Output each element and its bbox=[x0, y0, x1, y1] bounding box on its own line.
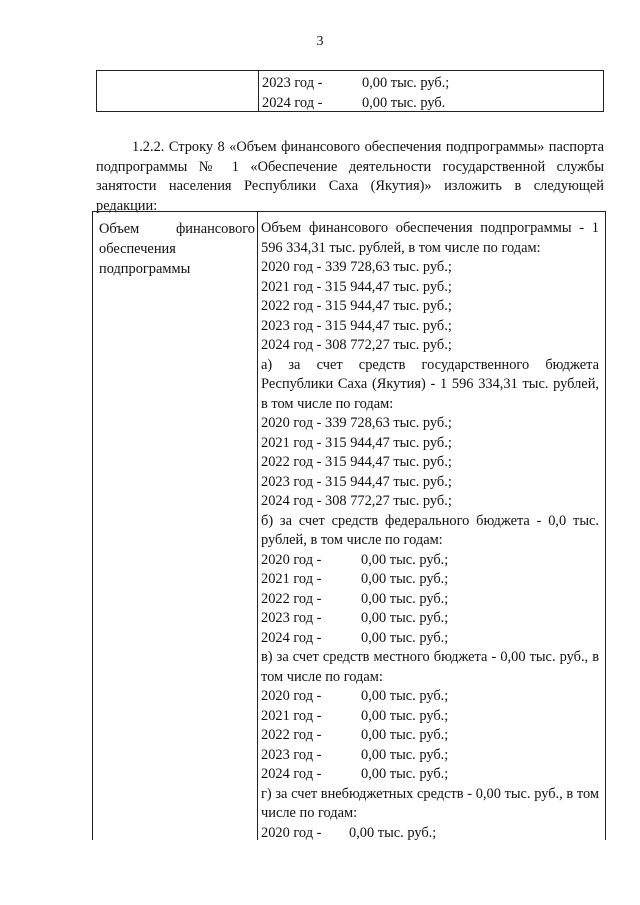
local-year-row bbox=[261, 765, 599, 785]
amount-value: 0,00 тыс. руб. bbox=[362, 95, 446, 111]
amount-value: 0,00 тыс. руб.; bbox=[361, 610, 449, 626]
local-year-row bbox=[261, 707, 599, 727]
amount-value: 0,00 тыс. руб.; bbox=[361, 766, 449, 782]
state-year-line: 2023 год - 315 944,47 тыс. руб.; bbox=[261, 473, 452, 490]
amount-value: 0,00 тыс. руб.; bbox=[361, 571, 449, 587]
previous-table-continuation bbox=[96, 70, 604, 112]
amount-value: 0,00 тыс. руб.; bbox=[349, 824, 437, 841]
local-budget-intro: в) за счет средств местного бюджета - 0,00 тыс. руб., в том числе по годам: bbox=[261, 649, 599, 685]
year-label: 2020 год - bbox=[261, 551, 322, 568]
amount-value: 0,00 тыс. руб.; bbox=[362, 75, 450, 91]
year-label: 2024 год - bbox=[262, 95, 323, 111]
year-label: 2024 год - bbox=[261, 766, 322, 782]
total-year-line: 2020 год - 339 728,63 тыс. руб.; bbox=[261, 259, 452, 275]
local-year-row bbox=[261, 687, 599, 707]
state-budget-intro: а) за счет средств государственного бюджета Республики Саха (Якутия) - 1 596 334,31 тыс. рублей, в том числе по годам: bbox=[261, 356, 599, 412]
funding-details-cell bbox=[261, 219, 599, 843]
state-year-line: 2020 год - 339 728,63 тыс. руб.; bbox=[261, 415, 452, 431]
row-header-line: обеспечения bbox=[99, 241, 176, 257]
year-label: 2021 год - bbox=[261, 707, 322, 724]
amount-value: 0,00 тыс. руб.; bbox=[361, 551, 449, 568]
total-year-line: 2022 год - 315 944,47 тыс. руб.; bbox=[261, 298, 452, 314]
funding-rows bbox=[262, 73, 449, 113]
total-year-line: 2023 год - 315 944,47 тыс. руб.; bbox=[261, 317, 452, 334]
federal-year-row bbox=[261, 570, 599, 590]
extrabudgetary-year-row bbox=[261, 824, 599, 844]
year-label: 2024 год - bbox=[261, 629, 322, 646]
amount-value: 0,00 тыс. руб.; bbox=[361, 707, 449, 724]
funding-row bbox=[262, 73, 449, 93]
local-year-row bbox=[261, 726, 599, 746]
row-header-word: финансового bbox=[175, 221, 255, 237]
row-header-cell bbox=[99, 219, 255, 279]
column-divider bbox=[257, 212, 258, 840]
amendment-text: 1.2.2. Строку 8 «Объем финансового обеспечения подпрограммы» паспорта подпрограммы № 1 «Обеспечение деятельности государственной службы занятости населения Республики Саха (Якутия)» изложить в следующей редакции: bbox=[96, 139, 604, 214]
year-label: 2023 год - bbox=[261, 610, 322, 626]
total-year-line: 2024 год - 308 772,27 тыс. руб.; bbox=[261, 337, 452, 353]
total-intro: Объем финансового обеспечения подпрограммы - 1 596 334,31 тыс. рублей, в том числе по годам: bbox=[261, 220, 599, 256]
year-label: 2021 год - bbox=[261, 571, 322, 587]
federal-budget-intro: б) за счет средств федерального бюджета - 0,0 тыс. рублей, в том числе по годам: bbox=[261, 512, 599, 548]
amendment-paragraph bbox=[96, 138, 604, 216]
extrabudgetary-intro: г) за счет внебюджетных средств - 0,00 тыс. руб., в том числе по годам: bbox=[261, 785, 599, 821]
row-header-line: подпрограммы bbox=[99, 261, 191, 277]
amount-value: 0,00 тыс. руб.; bbox=[361, 629, 449, 646]
federal-year-row bbox=[261, 551, 599, 571]
amount-value: 0,00 тыс. руб.; bbox=[361, 688, 449, 704]
column-divider bbox=[258, 71, 259, 111]
amount-value: 0,00 тыс. руб.; bbox=[361, 746, 449, 763]
year-label: 2020 год - bbox=[261, 688, 322, 704]
state-year-line: 2021 год - 315 944,47 тыс. руб.; bbox=[261, 434, 452, 451]
funding-table bbox=[92, 211, 606, 840]
year-label: 2022 год - bbox=[261, 590, 322, 607]
federal-year-row bbox=[261, 609, 599, 629]
page-number: 3 bbox=[316, 34, 324, 49]
federal-year-row bbox=[261, 629, 599, 649]
federal-year-row bbox=[261, 590, 599, 610]
amount-value: 0,00 тыс. руб.; bbox=[361, 727, 449, 743]
state-year-line: 2024 год - 308 772,27 тыс. руб.; bbox=[261, 493, 452, 509]
row-header-word: Объем bbox=[99, 221, 140, 237]
total-year-line: 2021 год - 315 944,47 тыс. руб.; bbox=[261, 278, 452, 295]
state-year-line: 2022 год - 315 944,47 тыс. руб.; bbox=[261, 454, 452, 470]
year-label: 2023 год - bbox=[262, 75, 323, 91]
funding-row bbox=[262, 93, 449, 113]
year-label: 2023 год - bbox=[261, 746, 322, 763]
amount-value: 0,00 тыс. руб.; bbox=[361, 590, 449, 607]
local-year-row bbox=[261, 746, 599, 766]
year-label: 2022 год - bbox=[261, 727, 322, 743]
year-label: 2020 год - bbox=[261, 824, 322, 841]
